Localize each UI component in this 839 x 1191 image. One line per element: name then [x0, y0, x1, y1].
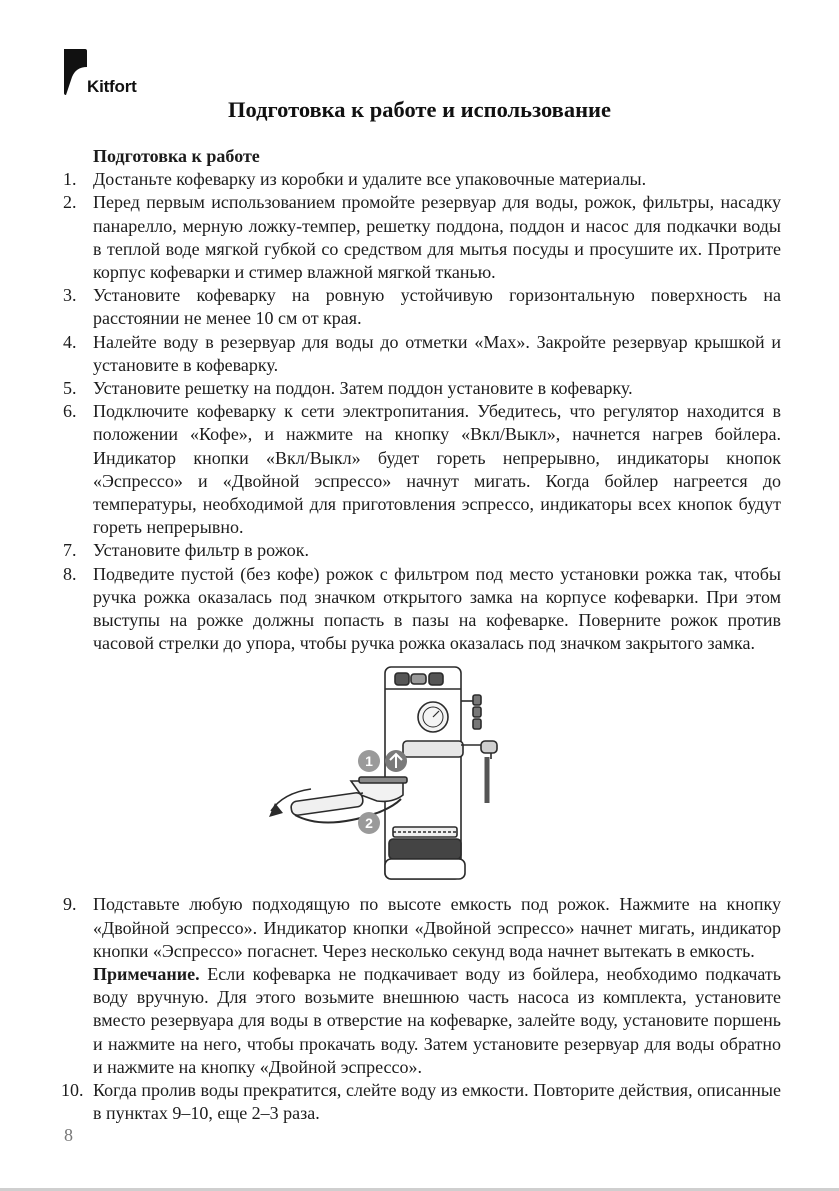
item-number: 10. [61, 1080, 84, 1101]
brand-logo [62, 49, 172, 99]
item-number: 4. [63, 331, 77, 352]
item-number: 5. [63, 378, 77, 399]
steps-list [63, 168, 781, 655]
list-item [63, 893, 781, 1079]
item-number: 1. [63, 169, 77, 190]
item-text: Когда пролив воды прекратится, слейте воду из емкости. Повторите действия, описанные в пунктах 9–10, еще 2–3 раза. [93, 1080, 781, 1124]
item-number: 6. [63, 401, 77, 422]
note-text: Если кофеварка не подкачивает воду из бойлера, необходимо подкачать воду вручную. Для этого возьмите внешнюю часть насоса из комплекта, установите вместо резервуара для воды в отверстие на кофеварке, залейте воду, установите поршень и нажмите на него, чтобы прокачать воду. Затем установите резервуар для воды обратно и нажмите на кнопку «Двойной эспрессо». [93, 964, 781, 1077]
steps-list-continued [63, 893, 781, 1125]
item-text: Перед первым использованием промойте резервуар для воды, рожок, фильтры, насадку панарелло, мерную ложку-темпер, решетку поддона, поддон и насос для подкачки воды в теплой воде мягкой губкой со средством для мытья посуды и просушите их. Протрите корпус кофеварки и стимер влажной мягкой тканью. [93, 192, 781, 283]
list-item [63, 284, 781, 330]
item-number: 3. [63, 285, 77, 306]
note [93, 963, 781, 1079]
page-title: Подготовка к работе и использование [227, 97, 611, 122]
item-number: 8. [63, 563, 77, 584]
item-text: Установите решетку на поддон. Затем поддон установите в кофеварку. [93, 378, 633, 399]
item-text: Подключите кофеварку к сети электропитания. Убедитесь, что регулятор находится в положении «Кофе», и нажмите на кнопку «Вкл/Выкл», начнется нагрев бойлера. Индикатор кнопки «Вкл/Выкл» будет гореть непрерывно, индикаторы кнопок «Эспрессо» и «Двойной эспрессо» начнут мигать. Когда бойлер нагреется до температуры, необходимой для приготовления эспрессо, индикаторы всех кнопок будут гореть непрерывно. [93, 401, 781, 538]
body-text [63, 145, 781, 1126]
list-item [63, 563, 781, 656]
section-heading: Подготовка к работе [93, 146, 260, 166]
list-item [63, 191, 781, 284]
item-text: Установите фильтр в рожок. [93, 540, 309, 561]
item-text: Установите кофеварку на ровную устойчивую горизонтальную поверхность на расстоянии не менее 10 см от края. [93, 285, 781, 329]
list-item [63, 377, 781, 400]
item-text: Подставьте любую подходящую по высоте емкость под рожок. Нажмите на кнопку «Двойной эспрессо». Индикатор кнопки «Двойной эспрессо» начнет мигать, индикатор кнопки «Эспрессо» погаснет. Через несколько секунд вода начнет вытекать в емкость. [93, 894, 781, 961]
item-text: Налейте воду в резервуар для воды до отметки «Max». Закройте резервуар крышкой и установите в кофеварку. [93, 331, 781, 375]
item-number: 7. [63, 540, 77, 561]
list-item [63, 331, 781, 377]
kitfort-mark-icon [62, 49, 88, 95]
brand-name: Kitfort [87, 77, 137, 96]
list-item [63, 400, 781, 539]
list-item [63, 1079, 781, 1125]
item-text: Подведите пустой (без кофе) рожок с фильтром под место установки рожка так, чтобы ручка рожка оказалась под значком открытого замка на корпусе кофеварки. При этом выступы на рожке должны попасть в пазы на кофеварке. Поверните рожок против часовой стрелки до упора, чтобы ручка рожка оказалась под значком закрытого замка. [93, 563, 781, 654]
espresso-machine-illustration [63, 661, 781, 889]
item-number: 9. [63, 894, 77, 915]
list-item [63, 168, 781, 191]
list-item [63, 539, 781, 562]
item-text: Достаньте кофеварку из коробки и удалите все упаковочные материалы. [93, 169, 647, 190]
item-number: 2. [63, 192, 77, 213]
callout-2-label: 2 [365, 815, 373, 832]
note-label: Примечание. [93, 964, 200, 985]
callout-1-label: 1 [365, 753, 373, 770]
page-number: 8 [64, 1125, 73, 1145]
